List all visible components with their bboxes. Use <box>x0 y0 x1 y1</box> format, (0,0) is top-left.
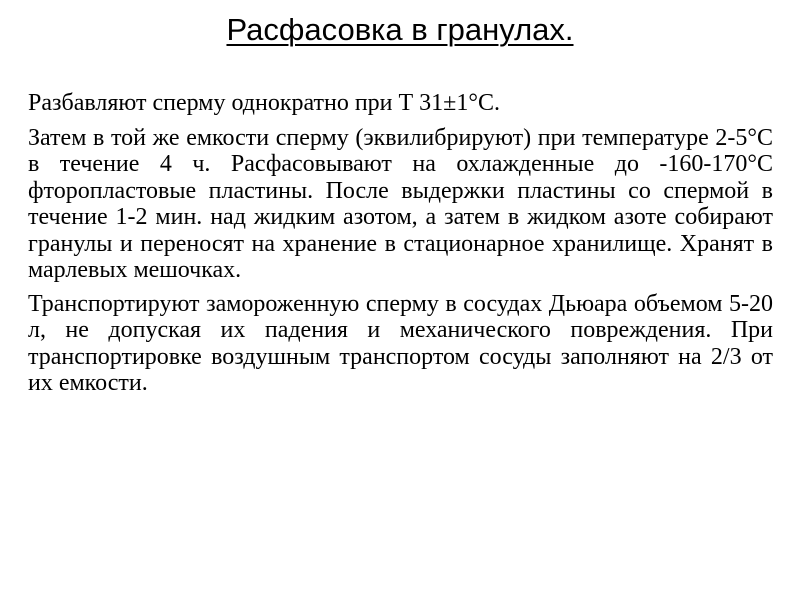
slide-body <box>28 90 773 404</box>
paragraph-dilution: Разбавляют сперму однократно при Т 31±1°С. <box>28 90 500 116</box>
paragraph-equilibration: Затем в той же емкости сперму (эквилибрируют) при температуре 2-5°С в течение 4 ч. Расфасовывают на охлажденные до -160-170°С фторопластовые пластины. После выдержки пластины со спермой в течение 1-2 мин. над жидким азотом, а затем в жидком азоте собирают гранулы и переносят на хранение в стационарное хранилище. Хранят в марлевых мешочках. <box>28 124 773 283</box>
paragraph-transport: Транспортируют замороженную сперму в сосудах Дьюара объемом 5-20 л, не допуская их падения и механического повреждения. При транспортировке воздушным транспортом сосуды заполняют на 2/3 от их емкости. <box>28 290 773 396</box>
slide-title-text: Расфасовка в гранулах. <box>226 12 574 47</box>
slide-title <box>0 10 800 50</box>
